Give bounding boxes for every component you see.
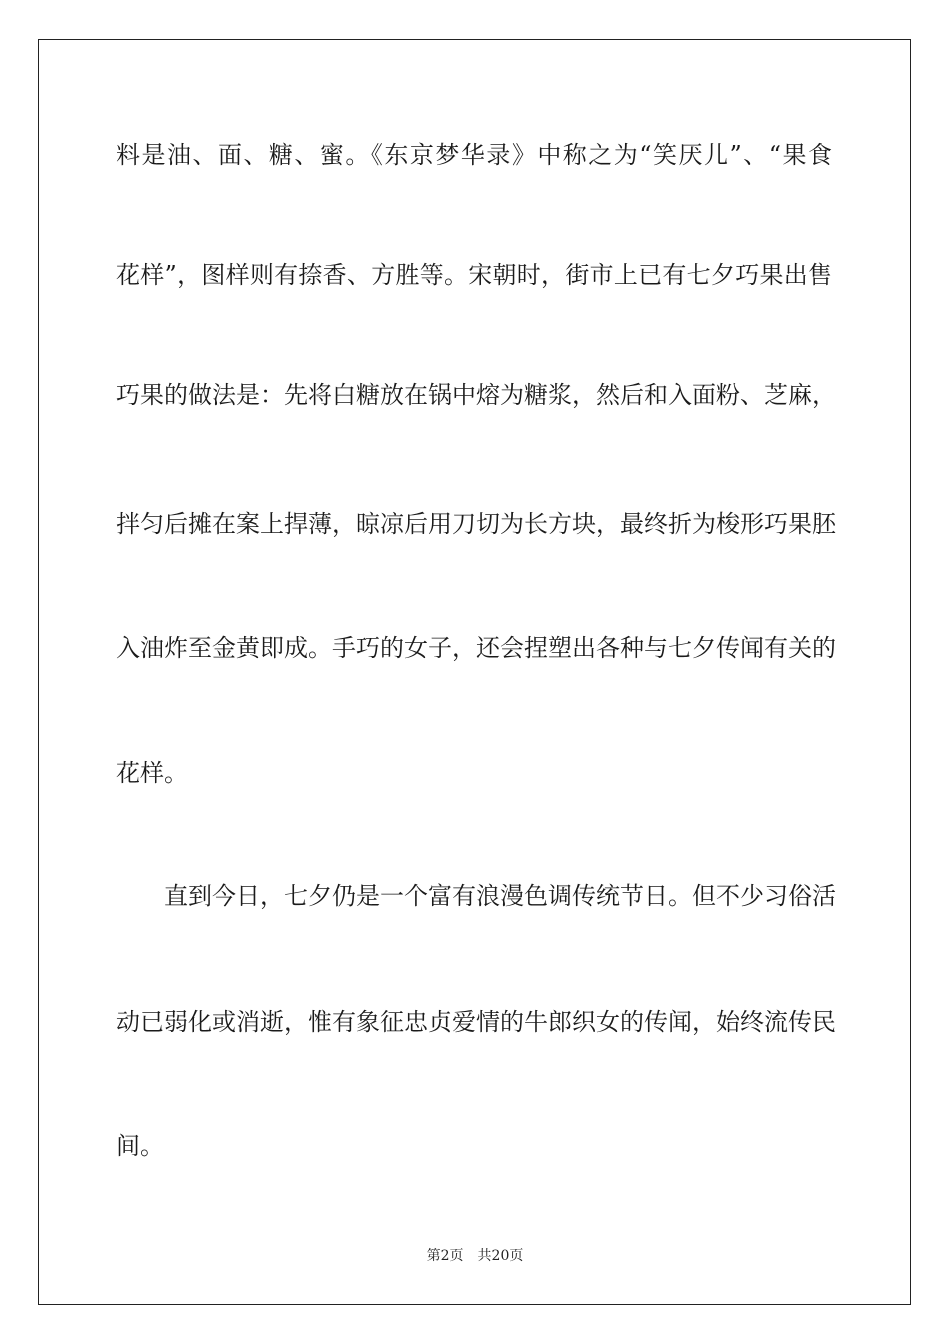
body-text-line: 动已弱化或消逝，惟有象征忠贞爱情的牛郎织女的传闻，始终流传民	[116, 1008, 836, 1036]
body-text-line: 巧果的做法是：先将白糖放在锅中熔为糖浆，然后和入面粉、芝麻，	[116, 381, 836, 409]
body-text-line: 花样”，图样则有捺香、方胜等。宋朝时，街市上已有七夕巧果出售	[116, 261, 832, 289]
total-pages: 共20页	[477, 1248, 524, 1264]
body-text-line: 直到今日，七夕仍是一个富有浪漫色调传统节日。但不少习俗活	[116, 882, 836, 910]
page-number: 第2页	[426, 1248, 464, 1264]
body-text-line: 花样。	[116, 759, 188, 787]
body-text-line: 料是油、面、糖、蜜。《东京梦华录》中称之为“笑厌儿”、“果食	[116, 141, 832, 169]
body-text-line: 入油炸至金黄即成。手巧的女子，还会捏塑出各种与七夕传闻有关的	[116, 634, 836, 662]
page-border	[38, 39, 911, 1305]
body-text-line: 间。	[116, 1132, 164, 1160]
page-footer	[0, 1247, 950, 1265]
body-text-line: 拌匀后摊在案上捍薄，晾凉后用刀切为长方块，最终折为梭形巧果胚	[116, 510, 836, 538]
